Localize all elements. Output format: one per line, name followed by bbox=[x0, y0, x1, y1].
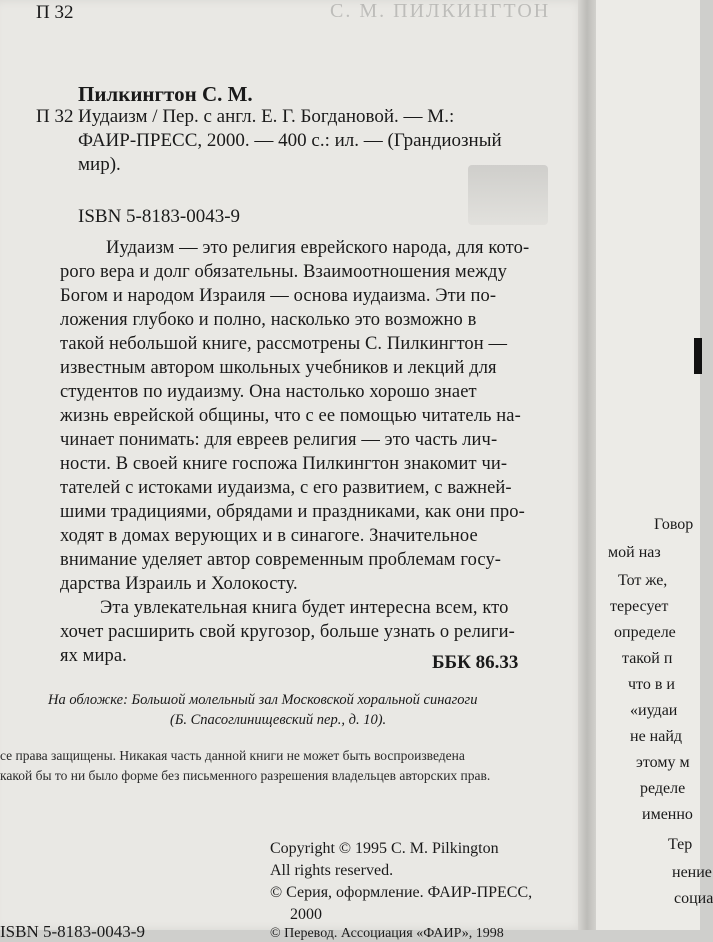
annotation-line: Иудаизм — это религия еврейского народа, для кото- bbox=[106, 238, 530, 258]
annotation-line: внимание уделяет автор современным проблемам госу- bbox=[60, 550, 502, 570]
record-line: Иудаизм / Пер. с англ. Е. Г. Богдановой. — М.: bbox=[78, 106, 455, 127]
copyright-line: All rights reserved. bbox=[270, 862, 394, 879]
annotation-line: известным автором школьных учебников и лекций для bbox=[60, 358, 497, 378]
rights-line: какой бы то ни было форме без письменного разрешения владельцев авторских прав. bbox=[0, 768, 491, 783]
right-page-line: «иудаи bbox=[630, 702, 678, 719]
book-gutter bbox=[578, 0, 596, 930]
right-page-line: именно bbox=[642, 806, 693, 823]
bbk-code: ББК 86.33 bbox=[432, 652, 519, 673]
right-page-line: не найд bbox=[630, 728, 683, 745]
right-page-line: Говор bbox=[654, 516, 694, 533]
copyright-line: © Серия, оформление. ФАИР-ПРЕСС, bbox=[270, 884, 533, 901]
copyright-line: Copyright © 1995 C. M. Pilkington bbox=[270, 840, 499, 857]
cover-note-line: (Б. Спасоглинищевский пер., д. 10). bbox=[170, 712, 387, 728]
annotation-line: чинает понимать: для евреев религия — это часть лич- bbox=[60, 430, 498, 450]
right-page-line: мой наз bbox=[608, 544, 661, 561]
right-page-line: Тер bbox=[668, 836, 693, 853]
annotation-line: рого вера и долг обязательны. Взаимоотношения между bbox=[60, 262, 507, 282]
rights-line: се права защищены. Никакая часть данной книги не может быть воспроизведена bbox=[0, 748, 465, 763]
annotation-line: хочет расширить свой кругозор, больше узнать о религи- bbox=[60, 622, 515, 642]
annotation-line: ях мира. bbox=[60, 646, 127, 666]
annotation-line: шими традициями, обрядами и праздниками, как они про- bbox=[60, 502, 525, 522]
author-heading: Пилкингтон С. М. bbox=[78, 82, 253, 106]
annotation-line: ходят в домах верующих и в синагоге. Значительное bbox=[60, 526, 478, 546]
record-classification-code: П 32 bbox=[36, 106, 74, 127]
annotation-line: тателей с истоками иудаизма, с его развитием, с важней- bbox=[60, 478, 512, 498]
right-page-line: тересует bbox=[610, 598, 669, 615]
right-page-line: такой п bbox=[622, 650, 673, 667]
right-page-line: что в и bbox=[628, 676, 675, 693]
right-page-line: социа bbox=[674, 890, 713, 907]
isbn-bottom: ISBN 5-8183-0043-9 bbox=[0, 922, 145, 941]
right-page-line: нение bbox=[672, 864, 712, 881]
copyright-line: © Перевод. Ассоциация «ФАИР», 1998 bbox=[270, 926, 504, 941]
right-page-line: определе bbox=[614, 624, 676, 641]
record-line: ФАИР-ПРЕСС, 2000. — 400 с.: ил. — (Грандиозный bbox=[78, 130, 502, 151]
copyright-line: 2000 bbox=[290, 906, 322, 923]
annotation-line: ности. В своей книге госпожа Пилкингтон знакомит чи- bbox=[60, 454, 508, 474]
header-bleed-through: С. М. ПИЛКИНГТОН bbox=[330, 0, 551, 22]
annotation-line: ложения глубоко и полно, насколько это возможно в bbox=[60, 310, 477, 330]
top-classification-code: П 32 bbox=[36, 2, 74, 23]
record-line: мир). bbox=[78, 154, 121, 175]
right-page-line: ределе bbox=[640, 780, 686, 797]
isbn-line: ISBN 5-8183-0043-9 bbox=[78, 206, 241, 227]
annotation-line: Богом и народом Израиля — основа иудаизма. Эти по- bbox=[60, 286, 497, 306]
cover-note-line: На обложке: Большой молельный зал Московской хоральной синагоги bbox=[48, 692, 478, 708]
right-page-line: этому м bbox=[636, 754, 690, 771]
annotation-line: такой небольшой книге, рассмотрены С. Пилкингтон — bbox=[60, 334, 508, 354]
annotation-line: дарства Израиль и Холокосту. bbox=[60, 574, 298, 594]
right-page bbox=[596, 0, 713, 930]
annotation-line: жизнь еврейской общины, что с ее помощью читатель на- bbox=[60, 406, 521, 426]
right-page-line: Тот же, bbox=[618, 572, 668, 589]
annotation-line: студентов по иудаизму. Она настолько хорошо знает bbox=[60, 382, 477, 402]
annotation-line: Эта увлекательная книга будет интересна всем, кто bbox=[100, 598, 509, 618]
bleed-through-shadow bbox=[468, 165, 548, 225]
right-page-black-mark bbox=[694, 338, 702, 374]
